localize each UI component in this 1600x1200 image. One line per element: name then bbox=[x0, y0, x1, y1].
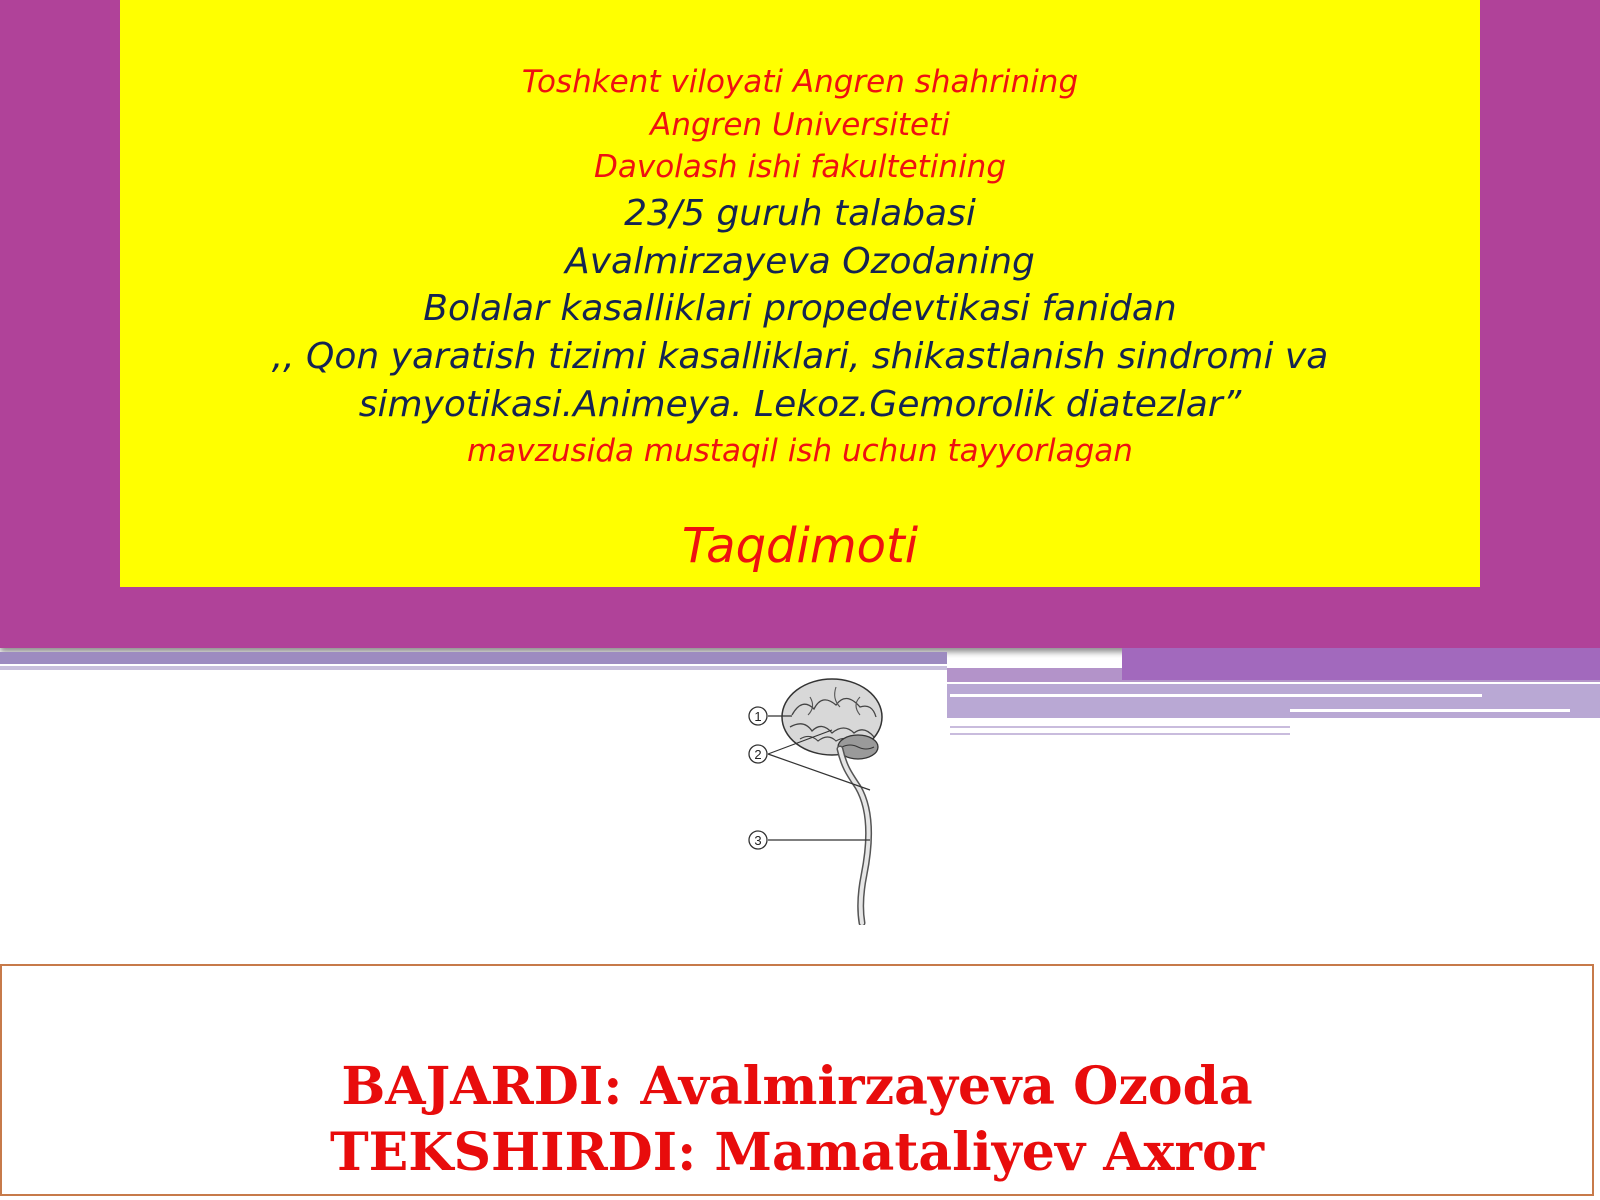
callout-label-2: 2 bbox=[754, 747, 762, 762]
topic-line-2: simyotikasi.Animeya. Lekoz.Gemorolik diatezlar” bbox=[358, 384, 1242, 425]
ribbon-white-line-2 bbox=[1290, 709, 1570, 712]
spinal-cord-illustration bbox=[840, 749, 869, 923]
faculty-line: Davolash ishi fakultetining bbox=[593, 149, 1007, 185]
ribbon-thin-line bbox=[950, 726, 1290, 728]
topic-line-1: ,, Qon yaratish tizimi kasalliklari, shikastlanish sindromi va bbox=[271, 336, 1329, 377]
student-line: Avalmirzayeva Ozodaning bbox=[565, 241, 1035, 282]
subject-line: Bolalar kasalliklari propedevtikasi fanidan bbox=[423, 288, 1177, 329]
callout-label-3: 3 bbox=[754, 833, 762, 848]
callout-1 bbox=[749, 707, 767, 725]
university-line: Angren Universiteti bbox=[650, 107, 950, 143]
band-shadow-stripe-light bbox=[0, 666, 947, 670]
group-line: 23/5 guruh talabasi bbox=[624, 193, 976, 234]
ribbon-thin-line-2 bbox=[950, 733, 1290, 735]
nervous-system-diagram bbox=[740, 675, 910, 925]
checked-by-line: TEKSHIRDI: Mamataliyev Axror bbox=[329, 1122, 1265, 1183]
brain-illustration bbox=[782, 679, 882, 759]
decorative-ribbon-light bbox=[947, 684, 1600, 718]
presentation-heading: Taqdimoti bbox=[681, 518, 919, 574]
callout-label-1: 1 bbox=[754, 709, 762, 724]
purpose-line: mavzusida mustaqil ish uchun tayyorlagan bbox=[467, 433, 1133, 469]
callout-3 bbox=[749, 831, 767, 849]
decorative-ribbon-dark bbox=[1122, 648, 1600, 680]
title-panel bbox=[120, 0, 1480, 587]
performed-by-line: BAJARDI: Avalmirzayeva Ozoda bbox=[341, 1056, 1253, 1117]
callout-2 bbox=[749, 745, 767, 763]
signature-box bbox=[0, 964, 1594, 1196]
band-shadow-stripe bbox=[0, 652, 947, 664]
ribbon-white-line bbox=[950, 694, 1482, 697]
region-line: Toshkent viloyati Angren shahrining bbox=[521, 64, 1079, 100]
